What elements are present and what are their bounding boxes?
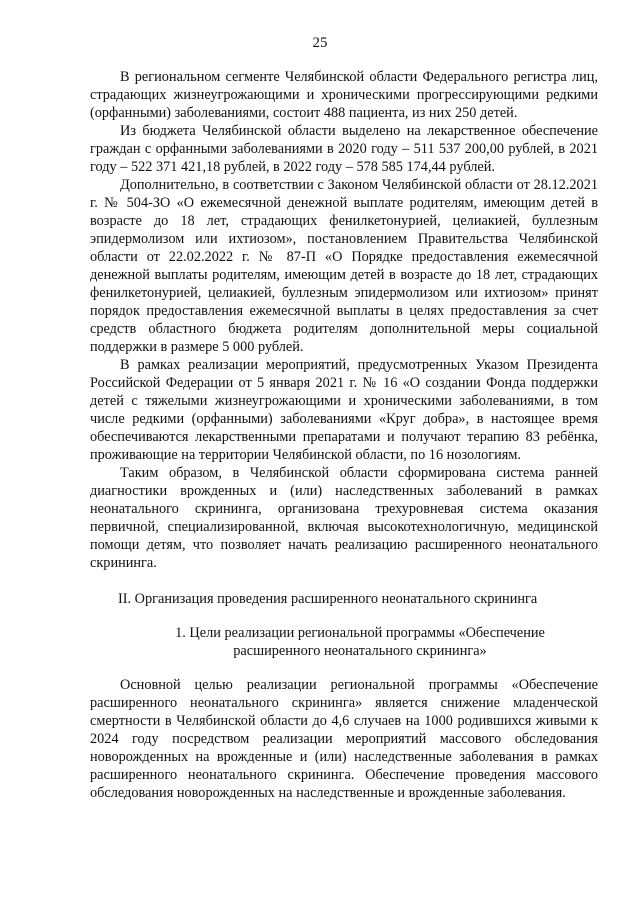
paragraph-summary: Таким образом, в Челябинской области сформирована система ранней диагностики врожденных и (или) наследственных заболеваний в рамках неонатального скрининга, организована трехуровневая система оказания первичной, специализированной, включая высокотехнологичную, медицинской помощи детям, что позволяет начать реализацию расширенного неонатального скрининга. [90,465,598,571]
paragraph-law: Дополнительно, в соответствии с Законом Челябинской области от 28.12.2021 г. № 504-ЗО «О ежемесячной денежной выплате родителям, имеющим детей в возрасте до 18 лет, страдающих фенилкетонурией, целиакией, буллезным эпидермолизом или ихтиозом», постановлением Правительства Челябинской области от 22.02.2022 г. № 87-П «О Порядке предоставления ежемесячной денежной выплаты родителям, имеющим детей в возрасте до 18 лет, страдающих фенилкетонурией, целиакией, буллезным эпидермолизом или ихтиозом» принят порядок предоставления ежемесячной выплаты в целях предоставления за счет средств областного бюджета родителям дополнительной меры социальной поддержки в размере 5 000 рублей. [90,177,598,355]
section-heading: II. Организация проведения расширенного неонатального скрининга [118,591,538,607]
page-number: 25 [312,35,328,51]
subsection-heading-line-2: расширенного неонатального скрининга» [233,643,487,659]
paragraph-registry: В региональном сегменте Челябинской области Федерального регистра лиц, страдающих жизнеугрожающими и хроническими прогрессирующими редкими (орфанными) заболеваниями, состоит 488 пациента, из них 250 детей. [90,69,598,121]
paragraph-decree: В рамках реализации мероприятий, предусмотренных Указом Президента Российской Федерации от 5 января 2021 г. № 16 «О создании Фонда поддержки детей с тяжелыми жизнеугрожающими и хроническими заболеваниями, в том числе редкими (орфанными) заболеваниями «Круг добра», в настоящее время обеспечиваются лекарственными препаратами и получают терапию 83 ребёнка, проживающие на территории Челябинской области, по 16 нозологиям. [90,357,598,463]
subsection-heading [100,624,620,660]
body-text [90,68,598,572]
paragraph-goal: Основной целью реализации региональной программы «Обеспечение расширенного неонатального скрининга» является снижение младенческой смертности в Челябинской области до 4,6 случаев на 1000 родившихся живыми к 2024 году посредством реализации мероприятий массового обследования новорожденных на врожденные и (или) наследственные заболевания в рамках расширенного неонатального скрининга. Обеспечение проведения массового обследования новорожденных на наследственные и врожденные заболевания. [90,677,598,801]
subsection-heading-line-1: 1. Цели реализации региональной программы «Обеспечение [175,625,545,641]
final-text [90,676,598,802]
paragraph-budget: Из бюджета Челябинской области выделено на лекарственное обеспечение граждан с орфанными заболеваниями в 2020 году – 511 537 200,00 рублей, в 2021 году – 522 371 421,18 рублей, в 2022 году – 578 585 174,44 рублей. [90,123,598,175]
